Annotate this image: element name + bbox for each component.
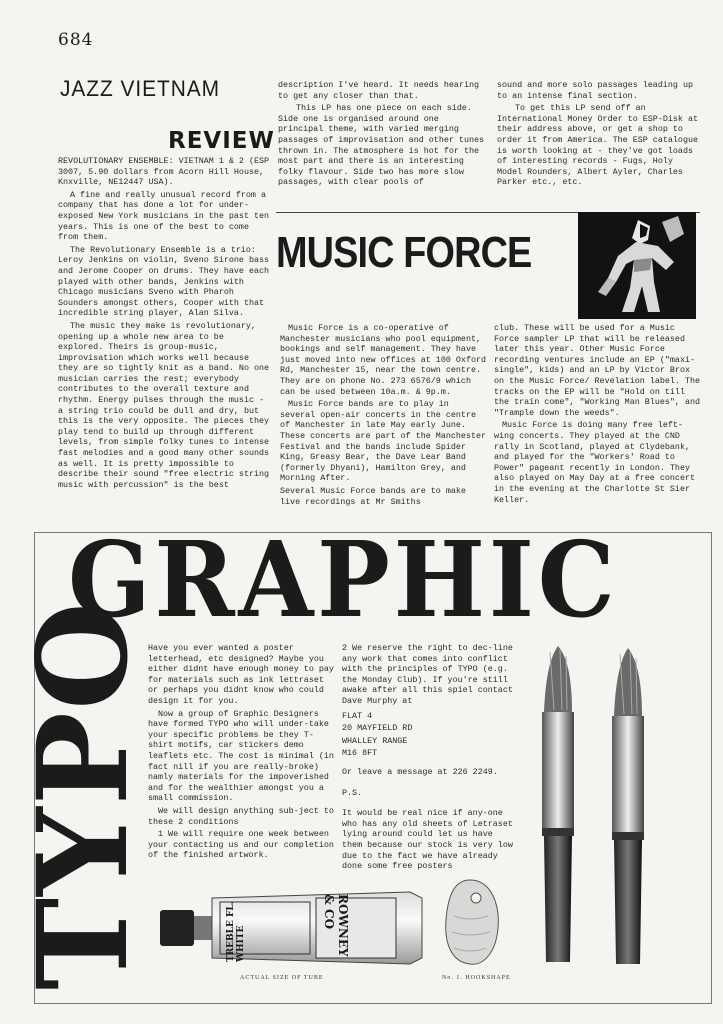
paintbrush-icon [520,642,670,972]
typo-paragraph: 2 We reserve the right to dec-line any work that comes into conflict with the principles of TYPO (e.g. the Monday Club). If you're still awake after all this spiel contact Dave Murphy at [342,643,513,706]
page-number: 684 [58,30,94,50]
address-line: M16 8FT [342,748,378,759]
typo-column-1 [148,643,338,863]
typo-paragraph: Now a group of Graphic Designers have formed TYPO who will under-take your specific problems be they T-shirt motifs, car stickers demo leaflets etc. The cost is minimal (in fact nill if you are really-broke) namly materials for the impoverished and for the wealthier amongst you a small commission. [148,708,334,804]
typo-paragraph: We will design anything sub-ject to these 2 conditions [148,805,334,827]
paint-tube-icon [160,888,430,968]
typo-paragraph: 1 We will require one week between your contacting us and our completion of the finished artwork. [148,829,334,861]
review-paragraph: sound and more solo passages leading up to an intense final section. [497,80,694,101]
review-paragraph: To get this LP send off an International Money Order to ESP-Disk at their address above, or get a shop to order it from America. The ESP catalogue is worth looking at - they've got loads of interesting records - Fugs, Holy Model Rounders, Albert Ayler, Charles Parker etc., etc. [497,103,699,188]
review-paragraph: The music they make is revolutionary, opening up a whole new area to be explored. Theirs is group-music, improvisation which works well because they are so tightly knit as a band. No one musician carries the rest; everybody contributes to the overall texture and rhythm. Energy pulses through the music - a string trio could be dull and dry, but this is the very opposite. The pieces they play tend to build up through different levels, from simple folky tunes to intense fast melodies and a good many other sounds as well. It is pretty impossible to describe their sound "free electric string music with percussion" is the best [58,320,270,490]
typo-paragraph: It would be real nice if any-one who has any old sheets of Letraset lying around could let us have them because our stock is very low due to the fact we have already done some free posters [342,808,513,872]
review-column-3 [497,80,701,190]
address-line: WHALLEY RANGE [342,735,408,746]
palette-caption: No. 1. HOOKSHAPE [442,975,511,981]
review-paragraph: A fine and really unusual record from a company that has done a lot for under-exposed New York musicians in the past ten years. This is one of the best to come from them. [58,189,270,243]
music-force-column-2 [494,323,701,507]
typo-column-2 [342,643,514,874]
review-paragraph: REVOLUTIONARY ENSEMBLE: VIETNAM 1 & 2 (ESP 3007, 5.90 dollars from Acorn Hill House, Knxville, NE12447 USA). [58,156,270,188]
music-force-paragraph: Music Force is doing many free left-wing concerts. They played at the CND rally in Scotland, played at Clydebank, and played for the "Workers' Road to Power" pageant recently in London. They also played on May Day at a free concert in the evening at the Charlotte St Sier Keller. [494,420,696,505]
tube-label: TREBLE FL. WHITE [226,901,246,962]
palette-icon [440,876,502,968]
music-force-paragraph: Several Music Force bands are to make live recordings at Mr Smiths [280,485,466,507]
music-force-paragraph: Music Force bands are to play in several open-air concerts in the centre of Manchester in late May early June. These concerts are part of the Manchester Festival and the bands include Spider King, Greasy Bear, the Dave Lear Band (formerly Dhyani), Hamilton Grey, and Morning After. [280,399,487,484]
review-paragraph: This LP has one piece on each side. Side one is organised around one principal theme, with varied merging passages of improvisation and other tunes thrown in. The atmosphere is hot for the most part and there is an interesting folky flavour. Side two has more slow passages, with clear pools of [278,103,485,188]
music-force-column-1 [280,323,487,509]
superhero-icon [578,212,696,319]
typo-paragraph: Or leave a message at 226 2249. [342,766,498,777]
music-force-paragraph: club. These will be used for a Music Force sampler LP that will be released later this year. Other Music Force recording ventures include an EP ("maxi-single", kids) and an LP by Victor Brox on the Music Force/ Revelation label. The tracks on the EP will be "Hold on till the train come", "Working Man Blues", and "Trample down the weeds". [494,323,701,418]
graphic-headline: GRAPHIC [68,518,619,641]
address-line: FLAT 4 [342,710,373,721]
tube-brand: ROWNEY & CO [322,894,350,957]
typo-headline: TYPO [11,599,156,990]
address-line: 20 MAYFIELD RD [342,723,413,734]
typo-paragraph: P.S. [342,787,363,798]
review-title: JAZZ VIETNAM [60,76,221,101]
music-force-paragraph: Music Force is a co-operative of Manchester musicians who pool equipment, bookings and self management. They have just moved into new offices at 100 Oxford Rd, Manchester 15, near the town centre. They are on phone No. 273 6576/9 which can be used between 10a.m. & 9p.m. [280,323,487,397]
music-force-title: MUSIC FORCE [276,228,532,277]
paint-tube-illustration [160,888,430,968]
review-paragraph: description I've heard. It needs hearing to get any closer than that. [278,80,480,101]
palette-illustration [440,876,502,968]
review-paragraph: The Revolutionary Ensemble is a trio: Leroy Jenkins on violin, Sveno Sirone bass and Jerome Cooper on drums. They have each played with other bands, Jenkins with Chicago musicians Sveno with Pharoh Sounders amongst others, Cooper with that incredible string player, Alan Silva. [58,244,270,319]
review-column-1 [58,156,272,492]
brushes-illustration [520,642,670,972]
review-label: REVIEW [168,128,275,154]
superhero-illustration [578,212,696,319]
tube-caption: ACTUAL SIZE OF TUBE [240,975,324,981]
review-column-2 [278,80,488,190]
typo-paragraph: Have you ever wanted a poster letterhead, etc designed? Maybe you either didnt have enough money to pay for materials such as ink lettraset or perhaps you didnt know who could design it for you. [148,643,334,706]
